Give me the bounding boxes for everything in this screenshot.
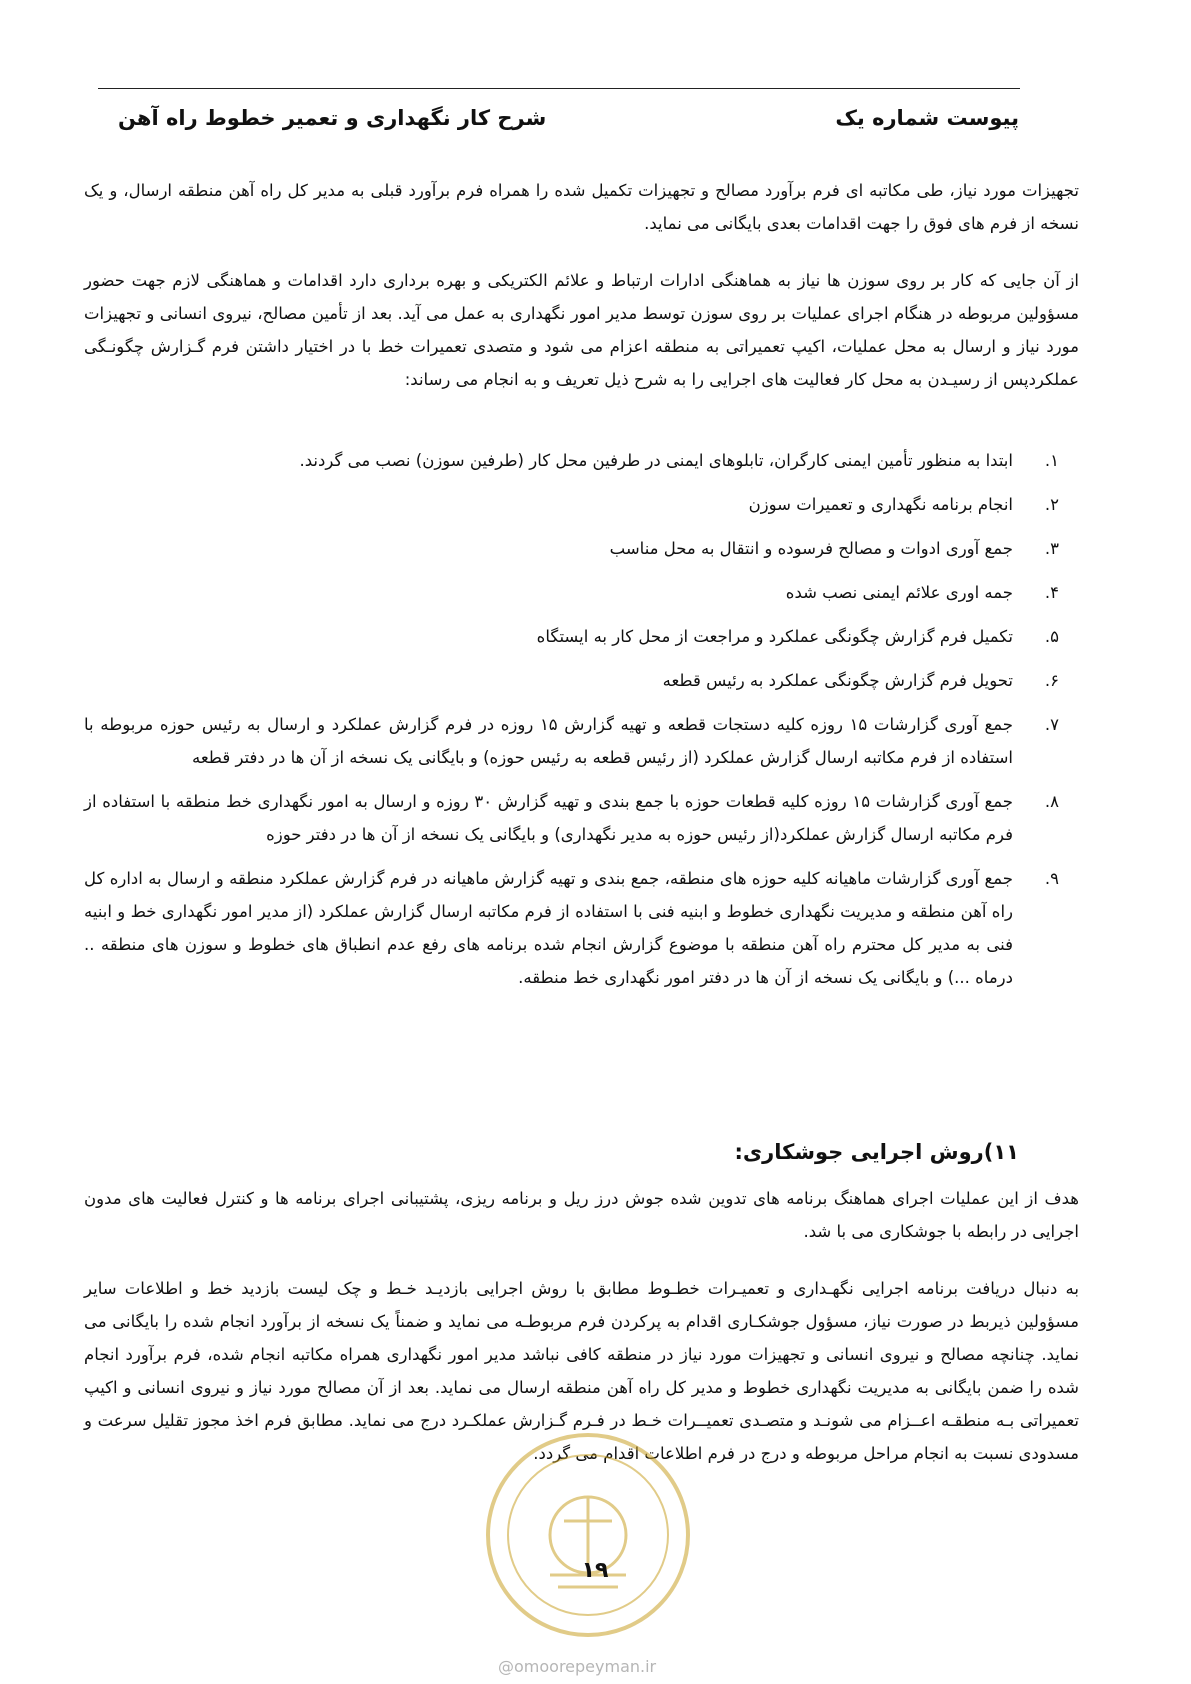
appendix-title: پیوست شماره یک bbox=[835, 106, 1019, 130]
list-item-text: تحویل فرم گزارش چگونگی عملکرد به رئیس قطعه bbox=[662, 671, 1013, 690]
site-watermark: @omoorepeyman.ir bbox=[498, 1657, 657, 1676]
list-item-number: ۴. bbox=[1044, 583, 1059, 602]
welding-procedure-paragraph: به دنبال دریافت برنامه اجرایی نگهـداری و تعمیـرات خطـوط مطابق با روش اجرایی بازدیـد خـط و چک لیست بازدید خط و اطلاعات سایر مسؤولین ذیربط در صورت نیاز، مسؤول جوشکـاری اقدام به پرکردن فرم مربوطـه می نماید و ضمناً یک نسخه از برآورد انجام شده را بایگانی می نماید. چنانچه مصالح و نیروی انسانی و تجهیزات مورد نیاز در منطقه کافی نباشد مدیر امور نگهداری همراه مکاتبه انجام شده، فرم برآورد انجام شده را ضمن بایگانی به مدیریت نگهداری خطوط و مدیر کل راه آهن منطقه ارسال می نماید. بعد از آن مصالح مورد نیاز و نیروی انسانی و اکیپ تعمیراتی بـه منطقـه اعــزام می شونـد و متصـدی تعمیــرات خـط در فـرم گـزارش عملکـرد درج می نماید. مطابق فرم اخذ مجوز تقلیل سرعت و مسدودی نسبت به انجام مراحل مربوطه و درج در فرم اطلاعات اقدام می گردد. bbox=[84, 1279, 1079, 1463]
list-item-text: جمع آوری گزارشات ماهیانه کلیه حوزه های منطقه، جمع بندی و تهیه گزارش ماهیانه در فرم گزارش عملکرد منطقه و ارسال به اداره کل راه آهن منطقه و مدیریت نگهداری خطوط و ابنیه فنی با استفاده از فرم مکاتبه ارسال گزارش عملکرد (از مدیر امور نگهداری خط و ابنیه فنی به مدیر کل محترم راه آهن منطقه با موضوع گزارش انجام شده برنامه های رفع عدم انطباق های خطوط و سوزن های منطقه .. درماه ...) و بایگانی یک نسخه از آن ها در دفتر امور نگهداری خط منطقه. bbox=[84, 869, 1013, 987]
header-rule bbox=[98, 88, 1020, 89]
intro-paragraph: تجهیزات مورد نیاز، طی مکاتبه ای فرم برآورد مصالح و تجهیزات تکمیل شده را همراه فرم برآورد قبلی به مدیر کل راه آهن منطقه ارسال، و یک نسخه از فرم های فوق را جهت اقدامات بعدی بایگانی می نماید. bbox=[84, 181, 1079, 233]
list-item bbox=[84, 576, 1079, 609]
list-item-number: ۱. bbox=[1044, 451, 1059, 470]
list-item bbox=[84, 708, 1079, 774]
list-item-text: جمه اوری علائم ایمنی نصب شده bbox=[785, 583, 1013, 602]
list-item-text: ابتدا به منظور تأمین ایمنی کارگران، تابلوهای ایمنی در طرفین محل کار (طرفین سوزن) نصب می گردند. bbox=[299, 451, 1013, 470]
page-number: ۱۹ bbox=[581, 1558, 609, 1583]
list-item bbox=[84, 862, 1079, 994]
list-item-text: تکمیل فرم گزارش چگونگی عملکرد و مراجعت از محل کار به ایستگاه bbox=[536, 627, 1013, 646]
list-item bbox=[84, 664, 1079, 697]
list-item-number: ۵. bbox=[1044, 627, 1059, 646]
list-item bbox=[84, 444, 1079, 477]
seal-watermark-icon bbox=[478, 1425, 698, 1645]
list-item bbox=[84, 785, 1079, 851]
switch-work-paragraph: از آن جایی که کار بر روی سوزن ها نیاز به هماهنگی ادارات ارتباط و علائم الکتریکی و بهره برداری دارد اقدامات و هماهنگی لازم جهت حضور مسؤولین مربوطه در هنگام اجرای عملیات بر روی سوزن توسط مدیر امور نگهداری به عمل می آید. بعد از تأمین مصالح، نیروی انسانی و تجهیزات مورد نیاز و ارسال به محل عملیات، اکیپ تعمیراتی به منطقه اعزام می شود و متصدی تعمیرات خط با در اختیار داشتن فرم گـزارش چگونـگی عملکردپس از رسیـدن به محل کار فعالیت های اجرایی را به شرح ذیل تعریف و به انجام می رساند: bbox=[84, 271, 1079, 389]
list-item-number: ۲. bbox=[1044, 495, 1059, 514]
welding-goal-paragraph: هدف از این عملیات اجرای هماهنگ برنامه های تدوین شده جوش درز ریل و برنامه ریزی، پشتیبانی اجرای برنامه ها و کنترل فعالیت های مدون اجرایی در رابطه با جوشکاری می با شد. bbox=[84, 1189, 1079, 1241]
list-item-number: ۶. bbox=[1044, 671, 1059, 690]
list-item-text: جمع آوری گزارشات ۱۵ روزه کلیه دستجات قطعه و تهیه گزارش ۱۵ روزه در فرم گزارش عملکرد و ارسال به رئیس حوزه مربوطه با استفاده از فرم مکاتبه ارسال گزارش عملکرد (از رئیس قطعه به رئیس حوزه) و بایگانی یک نسخه از آن ها در دفتر قطعه bbox=[84, 715, 1014, 767]
list-item bbox=[84, 620, 1079, 653]
list-item-number: ۹. bbox=[1044, 869, 1059, 888]
document-title: شرح کار نگهداری و تعمیر خطوط راه آهن bbox=[118, 106, 547, 130]
list-item-number: ۳. bbox=[1044, 539, 1059, 558]
list-item-text: جمع آوری گزارشات ۱۵ روزه کلیه قطعات حوزه با جمع بندی و تهیه گزارش ۳۰ روزه و ارسال به امور نگهداری خط منطقه با استفاده از فرم مکاتبه ارسال گزارش عملکرد(از رئیس حوزه به مدیر نگهداری) و بایگانی یک نسخه از آن ها در دفتر حوزه bbox=[84, 792, 1013, 844]
list-item-text: انجام برنامه نگهداری و تعمیرات سوزن bbox=[748, 495, 1013, 514]
list-item-number: ۷. bbox=[1044, 715, 1059, 734]
steps-list bbox=[84, 444, 1079, 994]
list-item bbox=[84, 532, 1079, 565]
list-item-number: ۸. bbox=[1044, 792, 1059, 811]
section-title: ۱۱)روش اجرایی جوشکاری: bbox=[734, 1140, 1019, 1164]
list-item bbox=[84, 488, 1079, 521]
list-item-text: جمع آوری ادوات و مصالح فرسوده و انتقال به محل مناسب bbox=[609, 539, 1013, 558]
